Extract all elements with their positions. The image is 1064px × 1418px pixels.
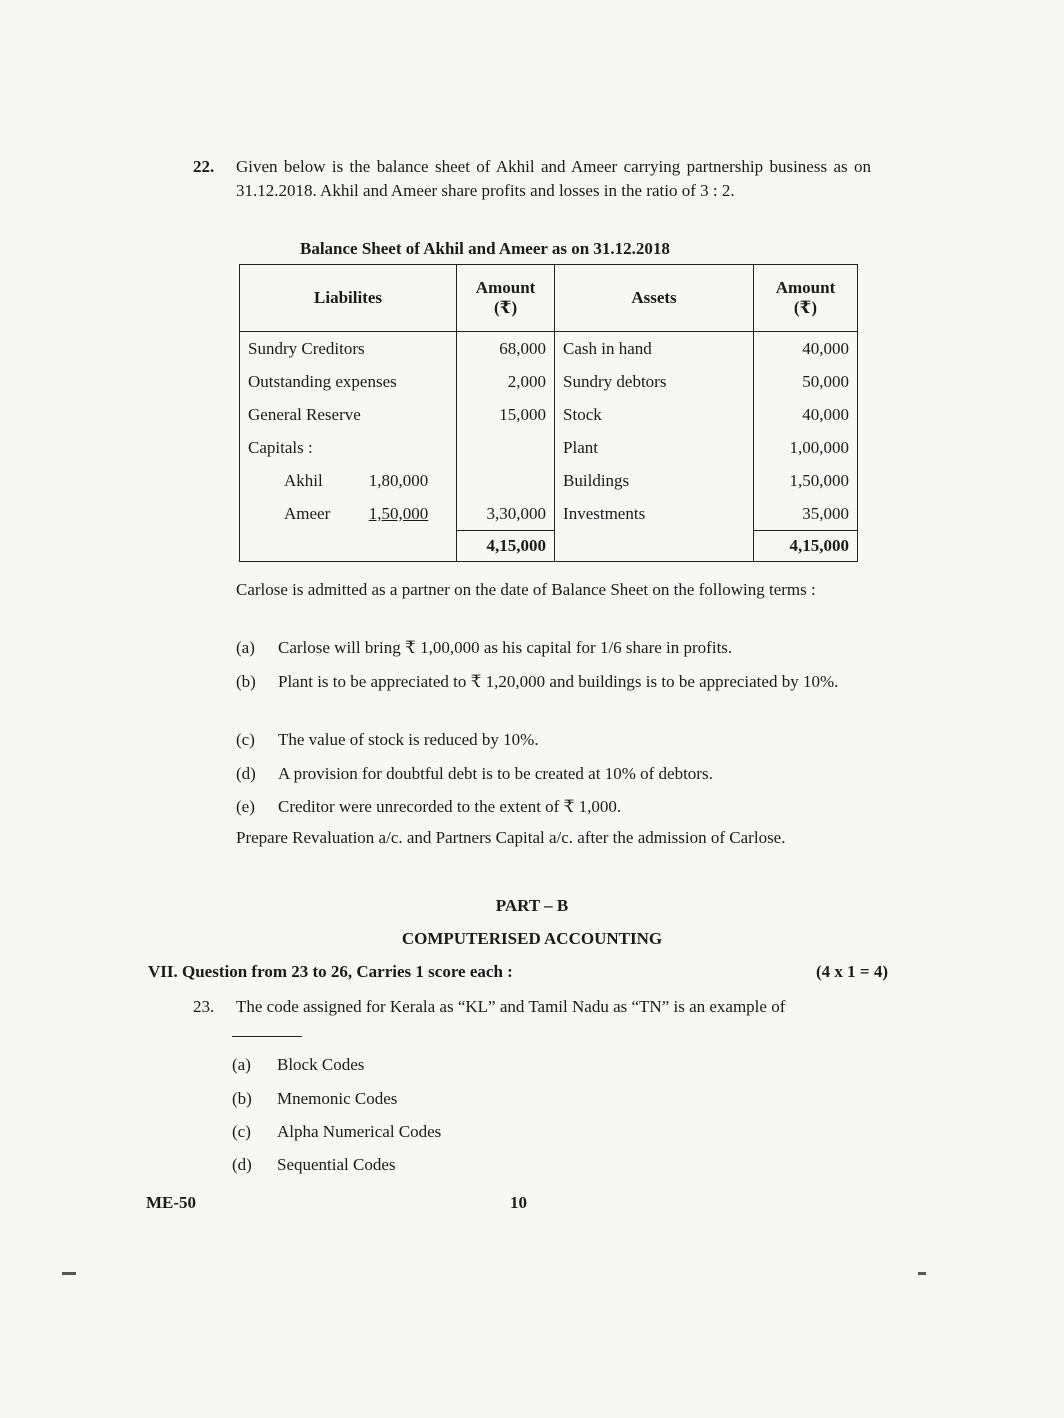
total-row: [240, 531, 858, 562]
answer-blank: [232, 1036, 302, 1037]
asset-amount: 1,00,000: [753, 431, 857, 464]
term-text: The value of stock is reduced by 10%.: [278, 730, 539, 749]
header-assets: Assets: [555, 265, 754, 332]
term-label: (a): [236, 638, 255, 657]
asset-amount: 1,50,000: [753, 464, 857, 497]
asset-name: Plant: [555, 431, 754, 464]
balance-sheet-table: [239, 264, 858, 562]
question-23: [193, 997, 786, 1017]
asset-amount: 35,000: [753, 497, 857, 531]
table-row: [240, 365, 858, 398]
term-text: Creditor were unrecorded to the extent of ₹ 1,000.: [278, 797, 622, 816]
question-number: 23.: [193, 997, 215, 1016]
table-row: [240, 464, 858, 497]
asset-name: Stock: [555, 398, 754, 431]
section-score: (4 x 1 = 4): [816, 962, 889, 981]
term-label: (e): [236, 797, 255, 816]
question-text: Given below is the balance sheet of Akhil and Ameer carrying partnership business as on 31.12.2018. Akhil and Ameer share profits and losses in the ratio of 3 : 2.: [236, 157, 871, 200]
table-row: [240, 398, 858, 431]
table-row: [240, 497, 858, 531]
term-text: A provision for doubtful debt is to be created at 10% of debtors.: [278, 764, 713, 783]
scan-mark: [918, 1272, 926, 1275]
option-text: Sequential Codes: [277, 1155, 396, 1174]
header-amount-liabilities: [457, 265, 555, 332]
asset-name: Cash in hand: [555, 332, 754, 366]
term-label: (b): [236, 672, 256, 691]
asset-amount: 50,000: [753, 365, 857, 398]
liability-amount: 15,000: [457, 398, 555, 431]
liability-amount: 2,000: [457, 365, 555, 398]
asset-amount: 40,000: [753, 398, 857, 431]
scan-mark: [62, 1272, 76, 1275]
term-label: (d): [236, 764, 256, 783]
header-liabilities: Liabilites: [240, 265, 457, 332]
term-label: (c): [236, 730, 255, 749]
page-number: 10: [510, 1193, 527, 1212]
capital-partner-name: Ameer: [284, 503, 331, 523]
total-blank: [240, 531, 457, 562]
header-amount-label: Amount: [775, 278, 836, 297]
question-number: 22.: [193, 157, 215, 176]
balance-sheet-title: Balance Sheet of Akhil and Ameer as on 31.12.2018: [300, 239, 670, 258]
table-header-row: [240, 265, 858, 332]
liability-name: Outstanding expenses: [240, 365, 457, 398]
capital-akhil: [240, 464, 457, 497]
asset-amount: 40,000: [753, 332, 857, 366]
asset-name: Buildings: [555, 464, 754, 497]
option-text: Mnemonic Codes: [277, 1089, 398, 1108]
section-title: VII. Question from 23 to 26, Carries 1 score each :: [148, 962, 513, 981]
total-liabilities: 4,15,000: [457, 531, 555, 562]
capital-ameer: [240, 497, 457, 531]
option-label: (d): [232, 1155, 252, 1174]
asset-name: Sundry debtors: [555, 365, 754, 398]
liability-name: Sundry Creditors: [240, 332, 457, 366]
terms-intro: Carlose is admitted as a partner on the date of Balance Sheet on the following terms :: [236, 580, 816, 599]
header-currency: (₹): [493, 298, 518, 317]
liability-name: General Reserve: [240, 398, 457, 431]
question-text: The code assigned for Kerala as “KL” and Tamil Nadu as “TN” is an example of: [236, 997, 786, 1016]
header-currency: (₹): [793, 298, 818, 317]
part-heading: PART – B: [495, 896, 569, 915]
table-row: [240, 332, 858, 366]
liability-amount: [457, 431, 555, 464]
option-text: Block Codes: [277, 1055, 365, 1074]
option-text: Alpha Numerical Codes: [277, 1122, 442, 1141]
total-blank: [555, 531, 754, 562]
capital-partner-value: 1,50,000: [368, 503, 429, 523]
term-text: Plant is to be appreciated to ₹ 1,20,000 and buildings is to be appreciated by 10%.: [278, 672, 839, 691]
asset-name: Investments: [555, 497, 754, 531]
liability-amount: 68,000: [457, 332, 555, 366]
part-subheading: COMPUTERISED ACCOUNTING: [401, 929, 663, 948]
capital-partner-name: Akhil: [284, 470, 323, 490]
liability-amount: [457, 464, 555, 497]
option-label: (c): [232, 1122, 251, 1141]
paper-code: ME-50: [146, 1193, 197, 1212]
option-label: (b): [232, 1089, 252, 1108]
liability-name: Capitals :: [240, 431, 457, 464]
term-text: Carlose will bring ₹ 1,00,000 as his capital for 1/6 share in profits.: [278, 638, 733, 657]
liability-amount: 3,30,000: [457, 497, 555, 531]
table-row: [240, 431, 858, 464]
header-amount-assets: [753, 265, 857, 332]
prepare-instruction: Prepare Revaluation a/c. and Partners Capital a/c. after the admission of Carlose.: [236, 828, 786, 847]
option-label: (a): [232, 1055, 251, 1074]
capital-partner-value: 1,80,000: [368, 470, 429, 490]
header-amount-label: Amount: [475, 278, 536, 297]
total-assets: 4,15,000: [753, 531, 857, 562]
